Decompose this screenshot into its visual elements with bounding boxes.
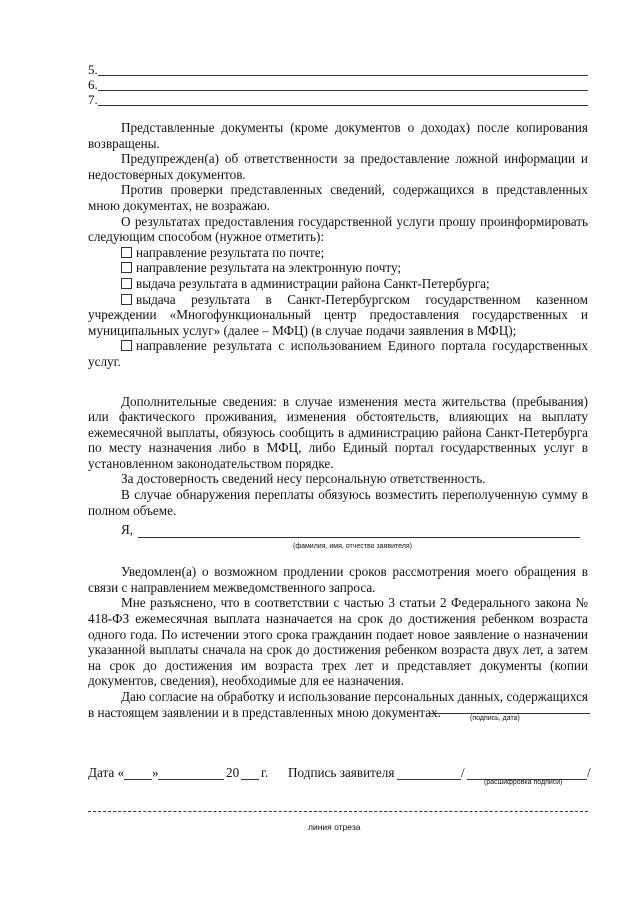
option-label: выдача результата в администрации района Санкт-Петербурга; xyxy=(136,275,490,291)
option-by-email[interactable] xyxy=(88,260,588,276)
signature-decipher-caption: (расшифровка подписи) xyxy=(484,779,563,786)
paragraph-law-explanation: Мне разъяснено, что в соответствии с частью 3 статьи 2 Федерального закона № 418-ФЗ ежемесячная выплата назначается на срок до достижения ребенком возраста одного года. По истечении этого срока гражданин подает новое заявление о назначении указанной выплаты сначала на срок до достижения ребенком возраста двух лет, а затем на срок до достижения им возраста трех лет и представляет документы (копии документов, сведения), необходимые для ее назначения. xyxy=(88,595,588,689)
applicant-signature-field[interactable] xyxy=(397,779,461,780)
paragraph-notification-method: О результатах предоставления государственной услуги прошу проинформировать следующим способом (нужное отметить): xyxy=(88,213,588,245)
checkbox-icon[interactable] xyxy=(121,262,132,273)
statement-body xyxy=(88,120,588,720)
paragraph-personal-data-consent: Даю согласие на обработку и использование персональных данных, содержащихся в настоящем заявлении и в представленных мною документах. xyxy=(88,689,588,720)
blank-fill-line xyxy=(98,90,588,91)
month-field[interactable] xyxy=(158,779,224,780)
slash: / xyxy=(461,765,465,780)
option-label: направление результата по почте; xyxy=(136,244,325,260)
checkbox-icon[interactable] xyxy=(121,340,132,351)
numbered-line-5 xyxy=(88,63,588,77)
option-mfc[interactable] xyxy=(88,292,588,339)
year-field[interactable] xyxy=(241,779,259,780)
paragraph-documents-returned: Представленные документы (кроме документов о доходах) после копирования возвращены. xyxy=(88,120,588,151)
cut-line xyxy=(88,811,588,812)
line-number: 6. xyxy=(88,77,98,92)
numbered-line-7 xyxy=(88,93,588,107)
paragraph-term-extension: Уведомлен(а) о возможном продлении сроков рассмотрения моего обращения в связи с направлением межведомственного запроса. xyxy=(88,564,588,595)
paragraph-verification-consent: Против проверки представленных сведений, содержащихся в представленных мною документах, не возражаю. xyxy=(88,182,588,213)
paragraph-overpayment: В случае обнаружения переплаты обязуюсь возместить переполученную сумму в полном объеме. xyxy=(88,487,588,518)
cut-line-label: линия отреза xyxy=(308,822,361,832)
signature-date-caption: (подпись, дата) xyxy=(470,715,520,722)
option-label: выдача результата в Санкт-Петербургском государственном казенном учреждении «Многофункциональный центр предоставления государственных и муниципальных услуг» (далее – МФЦ) (в случае подачи заявления в МФЦ); xyxy=(88,291,588,338)
spacer xyxy=(88,370,588,394)
blank-fill-line xyxy=(98,75,588,76)
option-by-mail[interactable] xyxy=(88,245,588,261)
signature-date-field[interactable] xyxy=(428,713,590,714)
paragraph-additional-info: Дополнительные сведения: в случае изменения места жительства (пребывания) или фактического проживания, изменения обстоятельств, влияющих на выплату ежемесячной выплаты, обязуюсь сообщить в администрацию района Санкт-Петербурга по месту назначения либо в МФЦ, либо Единый портал государственных услуг в установленном законодательством порядке. xyxy=(88,393,588,471)
applicant-label: Я, xyxy=(121,522,134,538)
line-number: 7. xyxy=(88,92,98,107)
option-label: направление результата с использованием Единого портала государственных услуг. xyxy=(88,338,588,369)
applicant-signature-label: Подпись заявителя xyxy=(288,765,395,780)
blank-fill-line xyxy=(98,105,588,106)
line-number: 5. xyxy=(88,62,98,77)
paragraph-responsibility: За достоверность сведений несу персональную ответственность. xyxy=(121,471,486,487)
applicant-name-field[interactable] xyxy=(138,537,580,538)
option-district-administration[interactable] xyxy=(88,276,588,292)
applicant-name-row xyxy=(88,518,588,551)
option-public-services-portal[interactable] xyxy=(88,338,588,369)
day-field[interactable] xyxy=(124,779,152,780)
option-label: направление результата на электронную почту; xyxy=(136,260,402,276)
applicant-name-caption: (фамилия, имя, отчество заявителя) xyxy=(293,543,412,551)
year-prefix: 20 xyxy=(226,765,240,780)
checkbox-icon[interactable] xyxy=(121,278,132,289)
checkbox-icon[interactable] xyxy=(121,247,132,258)
year-suffix: г. xyxy=(261,765,269,780)
checkbox-icon[interactable] xyxy=(121,294,132,305)
date-label: Дата « xyxy=(88,765,125,780)
slash: / xyxy=(587,765,591,780)
numbered-line-6 xyxy=(88,78,588,92)
paragraph-warning: Предупрежден(а) об ответственности за предоставление ложной информации и недостоверных документов. xyxy=(88,151,588,182)
date-quote-close: » xyxy=(152,765,159,780)
